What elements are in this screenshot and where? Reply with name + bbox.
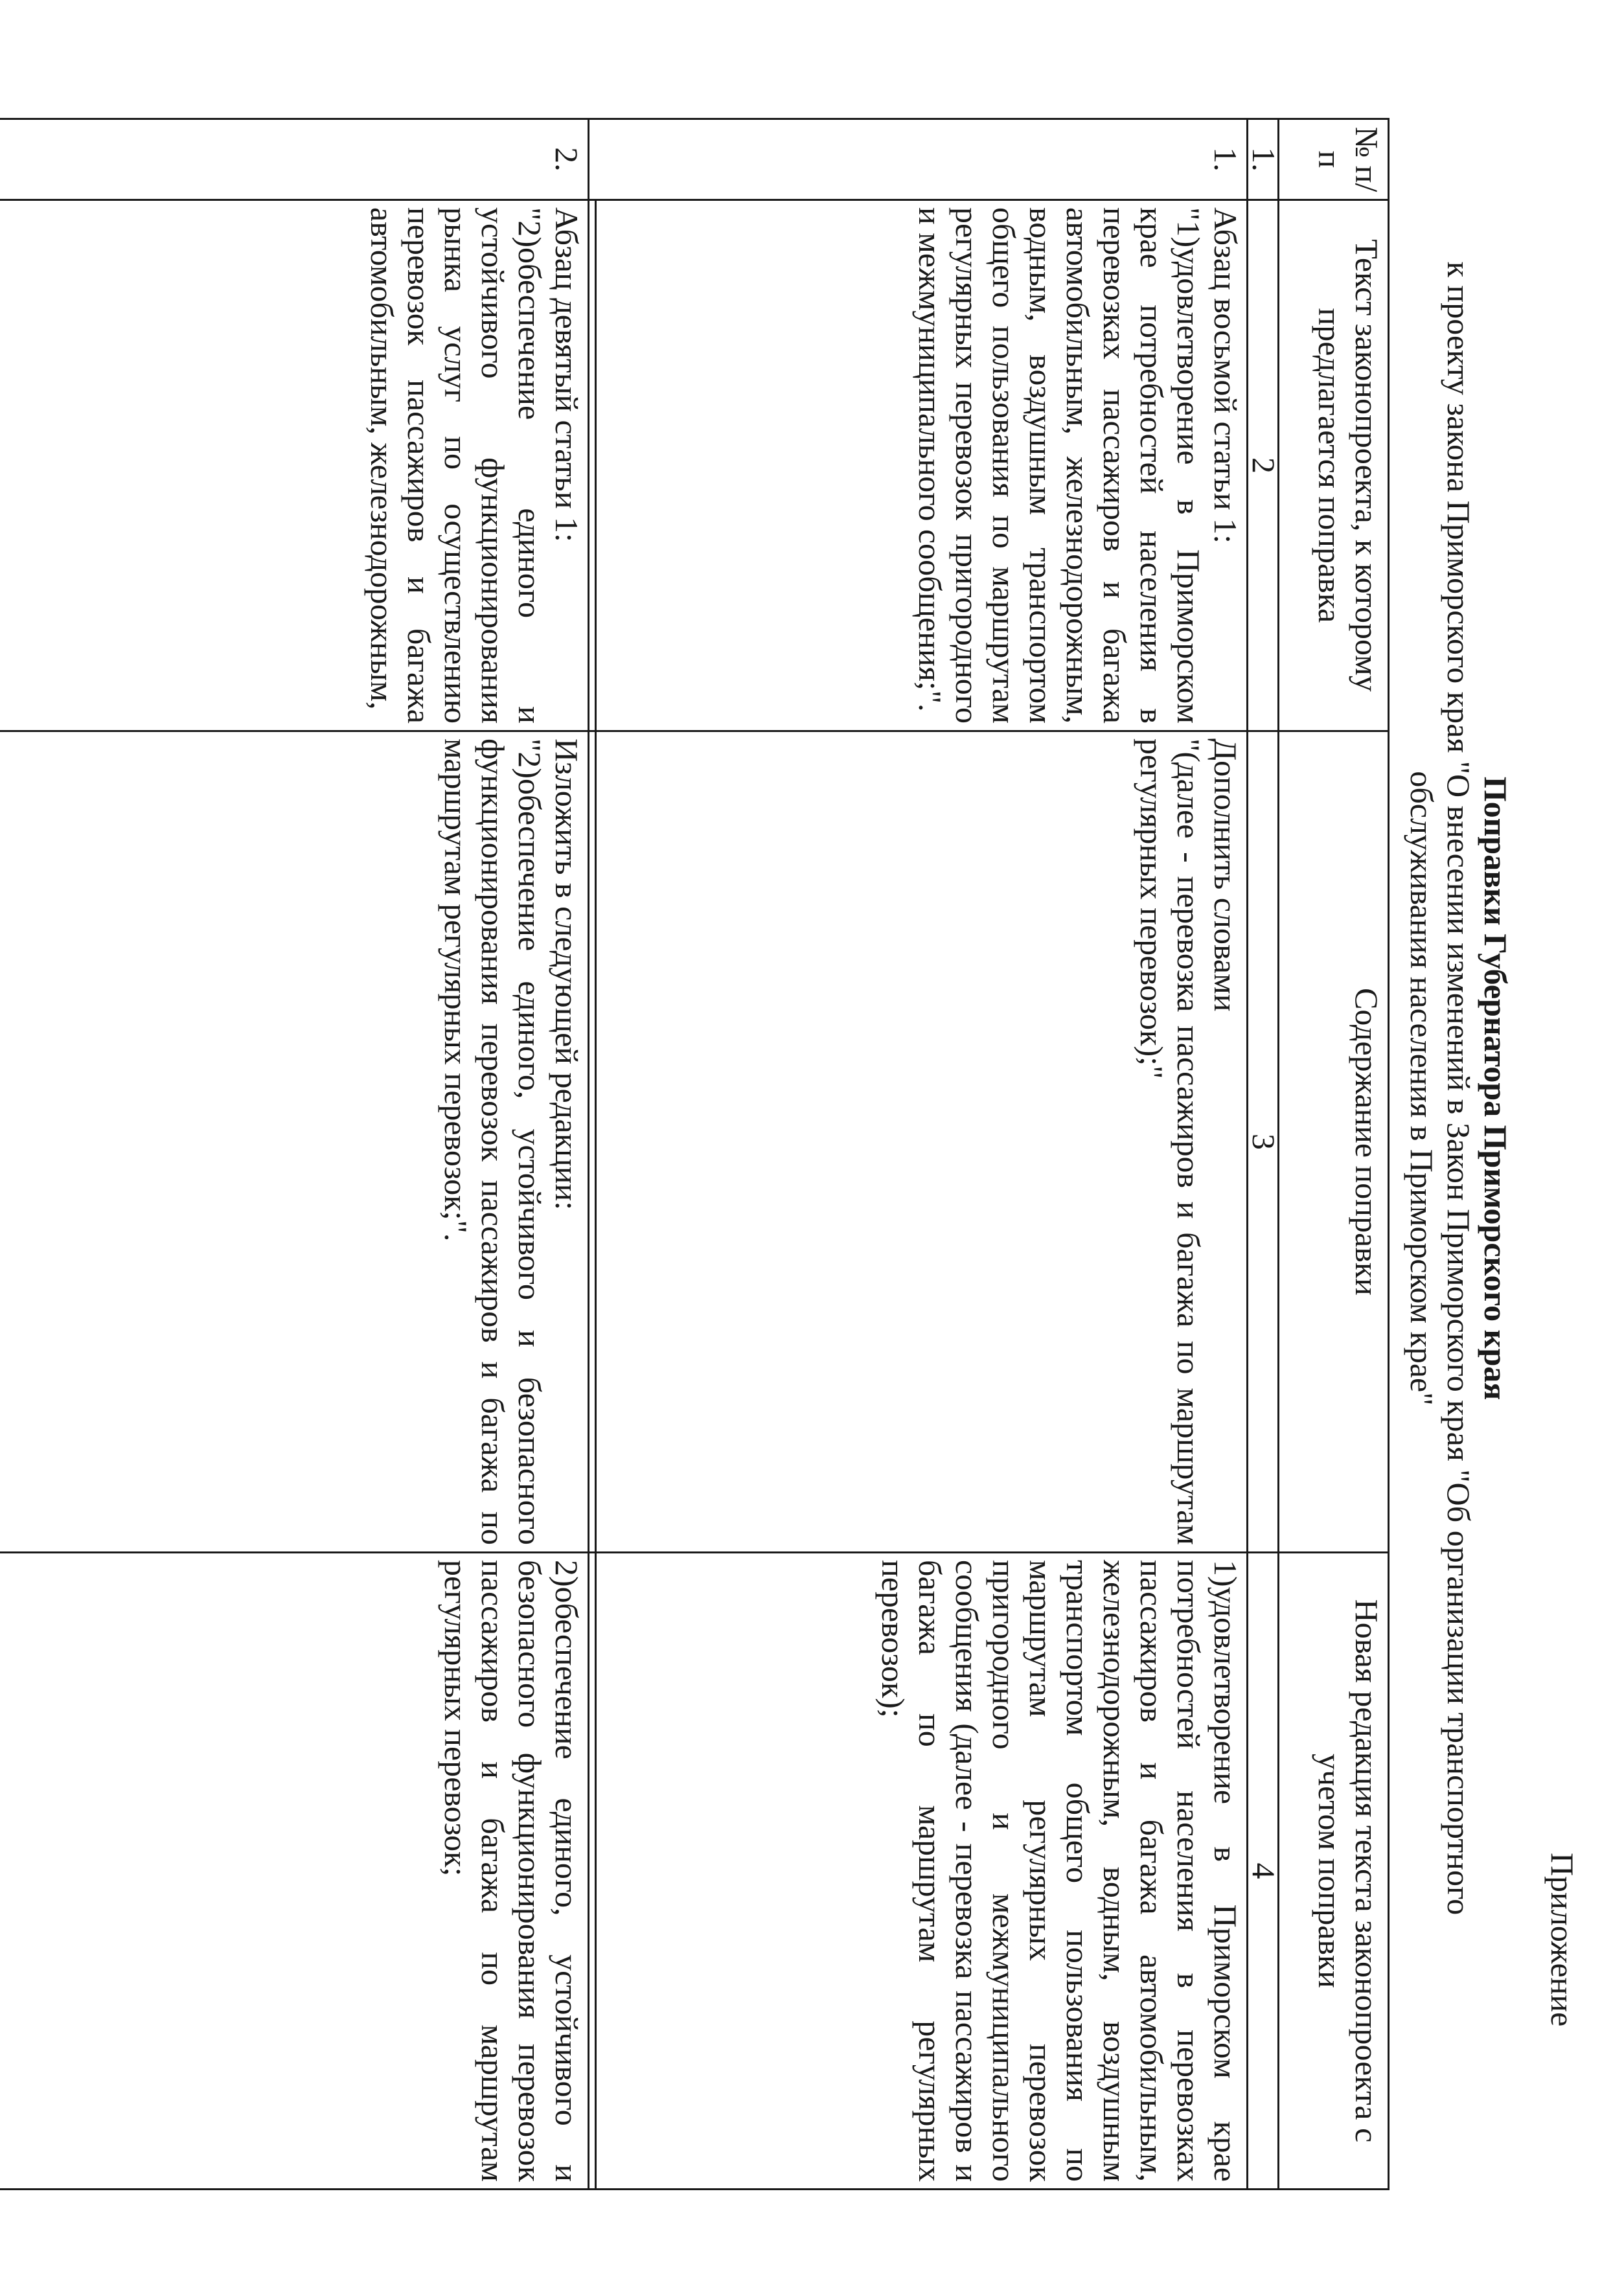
row-number: 1.	[589, 119, 1248, 200]
table-row	[0, 119, 589, 2190]
document-title	[1403, 194, 1514, 1982]
col-number-3: 3	[1248, 731, 1279, 1553]
title-heading: Поправки Губернатора Приморского края	[1478, 776, 1514, 1401]
spacer-cell	[589, 1553, 596, 2190]
spacer-cell	[589, 200, 596, 731]
spacer-cell	[589, 731, 596, 1553]
column-number-row	[1248, 119, 1279, 2190]
table-row-spacer	[589, 119, 596, 2190]
annex-label: Приложение	[1544, 1853, 1581, 2027]
col-number-2: 2	[1248, 200, 1279, 731]
title-subtitle: к проекту закона Приморского края "О внесении изменений в Закон Приморского края "Об организации транспортного обслуживания населения в Приморском крае"	[1404, 261, 1477, 1916]
row-new-text: 2)обеспечение единого, устойчивого и безопасного функционирования перевозок пассажиров и багажа по маршрутам регулярных перевозок;	[0, 1553, 589, 2190]
table-row	[596, 119, 1248, 2190]
row-amendment: Дополнить словами "(далее - перевозка пассажиров и багажа по маршрутам регулярных перевозок);"	[596, 731, 1248, 1553]
col-number-1: 1.	[1248, 119, 1279, 200]
row-number: 2.	[0, 119, 589, 200]
amendments-table	[0, 118, 1390, 2190]
col-header-bill-text: Текст законопроекта, к которому предлагается поправка	[1279, 200, 1389, 731]
col-header-new-text: Новая редакция текста законопроекта с учетом поправки	[1279, 1553, 1389, 2190]
table-header-row	[1279, 119, 1389, 2190]
row-amendment: Изложить в следующей редакции: "2)обеспечение единого, устойчивого и безопасного функционирования перевозок пассажиров и багажа по маршрутам регулярных перевозок;".	[0, 731, 589, 1553]
row-bill-text: Абзац девятый статьи 1: "2)обеспечение единого и устойчивого функционирования рынка услуг по осуществлению перевозок пассажиров и багажа автомобильным, железнодорожным,	[0, 200, 589, 731]
col-header-amendment: Содержание поправки	[1279, 731, 1389, 1553]
col-number-4: 4	[1248, 1553, 1279, 2190]
col-header-number: № п/п	[1279, 119, 1389, 200]
row-bill-text: Абзац восьмой статьи 1: "1)удовлетворение в Приморском крае потребностей населения в перевозках пассажиров и багажа автомобильным, железнодорожным, водным, воздушным транспортом общего пользования по маршрутам регулярных перевозок пригородного и межмуниципального сообщения;".	[596, 200, 1248, 731]
row-new-text: 1)удовлетворение в Приморском крае потребностей населения в перевозках пассажиров и багажа автомобильным, железнодорожным, водным, воздушным транспортом общего пользования по маршрутам регулярных перевозок пригородного и межмуниципального сообщения (далее - перевозка пассажиров и багажа по маршрутам регулярных перевозок);	[596, 1553, 1248, 2190]
